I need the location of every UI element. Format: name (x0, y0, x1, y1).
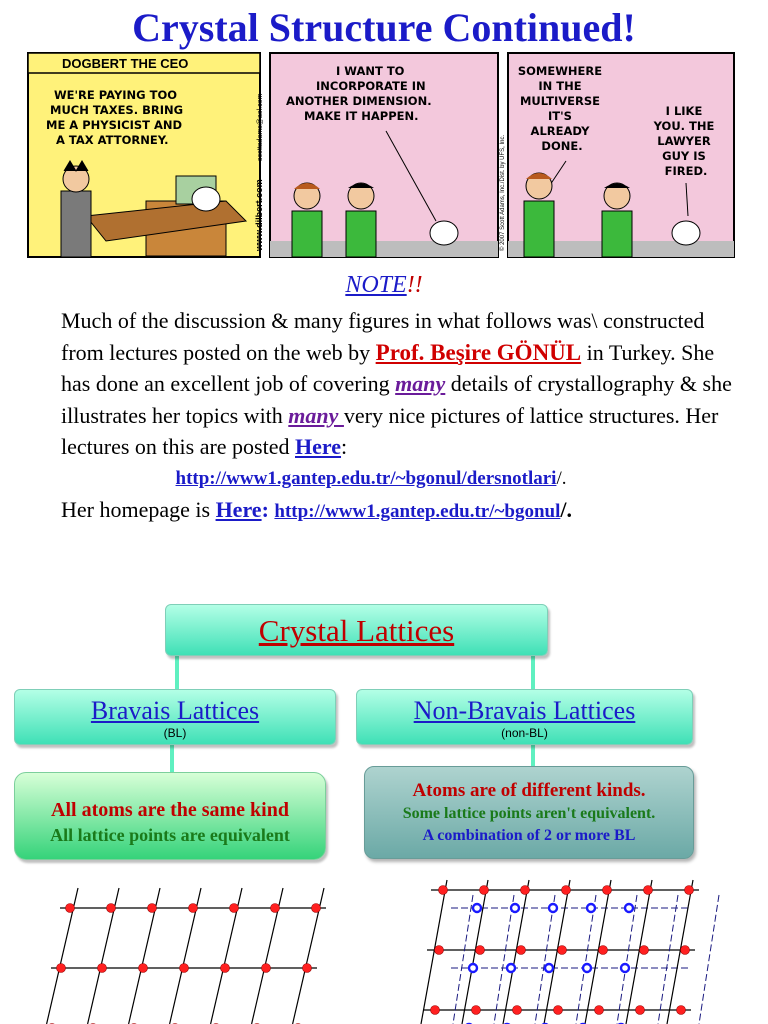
lectures-url-tail: /. (556, 467, 567, 489)
note-heading (0, 272, 768, 299)
nonbl-blue-atom (549, 904, 557, 912)
bravais-box (14, 689, 336, 745)
non-bravais-box (356, 689, 693, 745)
panel2-side-credit: www.dilbert.com (254, 179, 264, 251)
panel1-line-2: MUCH TAXES. BRING (50, 103, 184, 117)
bravais-lattice-diagram (42, 888, 326, 1024)
panel3-left-line-4: IT'S (548, 109, 572, 123)
non-bravais-abbr: (non-BL) (501, 726, 548, 740)
lattice-atom (230, 904, 239, 913)
comic-panel-2 (254, 53, 498, 257)
nonbl-dashed-column (699, 895, 719, 1024)
lattice-atom (148, 904, 157, 913)
non-bravais-desc-line-3: A combination of 2 or more BL (422, 827, 636, 844)
nonbl-dashed-column (617, 895, 637, 1024)
attribution-paragraph (61, 305, 741, 528)
non-bravais-title: Non-Bravais Lattices (413, 696, 636, 725)
lattice-atom (139, 964, 148, 973)
many-emphasis-1: many (395, 371, 446, 396)
para-text-2: in Turkey. She has done an excellent job of covering (61, 339, 715, 396)
svg-text:WE'RE PAYING TOO MUCH TA (46, 88, 187, 147)
nonbl-red-atom (521, 886, 530, 895)
lattice-atom (312, 904, 321, 913)
panel3-left-line-3: MULTIVERSE (519, 94, 601, 108)
note-label: NOTE (345, 272, 407, 298)
panel3-right-line-4: GUY IS (662, 149, 706, 163)
nonbl-blue-atom (621, 964, 629, 972)
panel1-line-4: A TAX ATTORNEY. (56, 133, 169, 147)
nonbl-red-atom (435, 946, 444, 955)
lectures-url-link[interactable]: http://www1.gantep.edu.tr/~bgonul/dersnotlari (175, 467, 557, 489)
panel2-line-4: MAKE IT HAPPEN. (304, 109, 419, 123)
lattice-diagrams (0, 860, 768, 1024)
homepage-url-link[interactable]: http://www1.gantep.edu.tr/~bgonul (274, 501, 561, 522)
comic-panel-3 (499, 53, 734, 257)
panel3-right-line-1: I LIKE (665, 104, 703, 118)
nonbl-red-atom (603, 886, 612, 895)
nonbl-red-atom (562, 886, 571, 895)
comic-panel-1 (28, 53, 260, 257)
crystal-lattices-title: Crystal Lattices (258, 613, 455, 648)
nonbl-red-atom (439, 886, 448, 895)
lattice-atom (221, 964, 230, 973)
comic-strip (26, 51, 736, 259)
nonbl-dashed-column (535, 895, 555, 1024)
nonbl-blue-atom (473, 904, 481, 912)
para-text-3: details of crystallography & she illustrates her topics with (61, 371, 732, 428)
nonbl-dashed-column (494, 895, 514, 1024)
nonbl-red-atom (431, 1006, 440, 1015)
nonbl-dashed-column (576, 895, 596, 1024)
lattice-atom (98, 964, 107, 973)
lattice-atom (303, 964, 312, 973)
panel2-side-email: scottadams@aol.com (257, 93, 264, 161)
here-link-homepage[interactable]: Here (215, 497, 262, 522)
panel2-line-1: I WANT TO (336, 64, 405, 78)
nonbl-red-atom (517, 946, 526, 955)
nonbl-blue-atom (507, 964, 515, 972)
prof-name: Prof. Beşire GÖNÜL (375, 339, 582, 365)
nonbl-red-atom (472, 1006, 481, 1015)
note-exclamation: !! (406, 272, 423, 298)
nonbl-blue-atom (583, 964, 591, 972)
panel1-caption: DOGBERT THE CEO (62, 56, 189, 71)
panel3-left-line-5: ALREADY (530, 124, 590, 138)
lattice-atom (180, 964, 189, 973)
lattice-atom (271, 904, 280, 913)
bravais-desc-line-2: All lattice points are equivalent (50, 825, 290, 845)
nonbl-red-atom (595, 1006, 604, 1015)
homepage-url-tail: /. (560, 497, 572, 522)
non-bravais-desc-line-2: Some lattice points aren't equivalent. (402, 805, 656, 822)
lattice-atom (57, 964, 66, 973)
panel3-side-copyright: © 2007 Scott Adams, Inc./Dist. by UFS, Inc. (500, 134, 506, 251)
para-text-4: very nice pictures of lattice structures. Her lectures on this are posted (61, 402, 719, 459)
nonbl-dashed-column (453, 895, 473, 1024)
non-bravais-lattice-diagram (421, 880, 719, 1024)
nonbl-red-atom (636, 1006, 645, 1015)
nonbl-red-atom (681, 946, 690, 955)
para-text-1: Much of the discussion & many figures in what follows was\ constructed from lectures posted on the web by (61, 308, 705, 365)
bravais-desc-line-1: All atoms are the same kind (51, 799, 289, 821)
nonbl-blue-atom (545, 964, 553, 972)
bravais-abbr: (BL) (163, 726, 187, 740)
para-colon: : (261, 497, 275, 522)
page-title: Crystal Structure Continued! (132, 5, 636, 50)
nonbl-red-atom (599, 946, 608, 955)
bravais-description-box (14, 772, 326, 860)
bravais-title: Bravais Lattices (90, 696, 260, 725)
nonbl-red-atom (558, 946, 567, 955)
panel3-right-line-2: YOU. THE (653, 119, 715, 133)
panel3-left-line-6: DONE. (541, 139, 583, 153)
panel2-line-3: ANOTHER DIMENSION. (286, 94, 432, 108)
nonbl-red-atom (640, 946, 649, 955)
here-link-lectures[interactable]: Here (295, 434, 342, 459)
lattice-atom (262, 964, 271, 973)
non-bravais-desc-line-1: Atoms are of different kinds. (412, 780, 646, 801)
nonbl-blue-atom (587, 904, 595, 912)
panel3-right-line-3: LAWYER (657, 134, 711, 148)
non-bravais-description-box (364, 766, 694, 859)
nonbl-red-atom (677, 1006, 686, 1015)
nonbl-blue-atom (511, 904, 519, 912)
panel1-line-1: WE'RE PAYING TOO (54, 88, 178, 102)
crystal-lattices-box (165, 604, 548, 656)
lattice-atom (107, 904, 116, 913)
panel3-left-line-1: SOMEWHERE (517, 64, 603, 78)
nonbl-red-atom (554, 1006, 563, 1015)
nonbl-red-atom (480, 886, 489, 895)
lattice-atom (189, 904, 198, 913)
nonbl-red-atom (644, 886, 653, 895)
nonbl-blue-atom (625, 904, 633, 912)
many-emphasis-2: many (288, 402, 344, 428)
panel3-right-line-5: FIRED. (664, 164, 708, 178)
panel2-line-2: INCORPORATE IN (316, 79, 426, 93)
para-text-6: Her homepage is (61, 497, 216, 522)
nonbl-blue-atom (469, 964, 477, 972)
nonbl-dashed-column (658, 895, 678, 1024)
lattice-atom (66, 904, 75, 913)
para-text-5: : (341, 434, 348, 459)
nonbl-red-atom (513, 1006, 522, 1015)
panel3-left-line-2: IN THE (538, 79, 582, 93)
nonbl-red-atom (685, 886, 694, 895)
nonbl-red-atom (476, 946, 485, 955)
panel1-line-3: ME A PHYSICIST AND (46, 118, 183, 132)
